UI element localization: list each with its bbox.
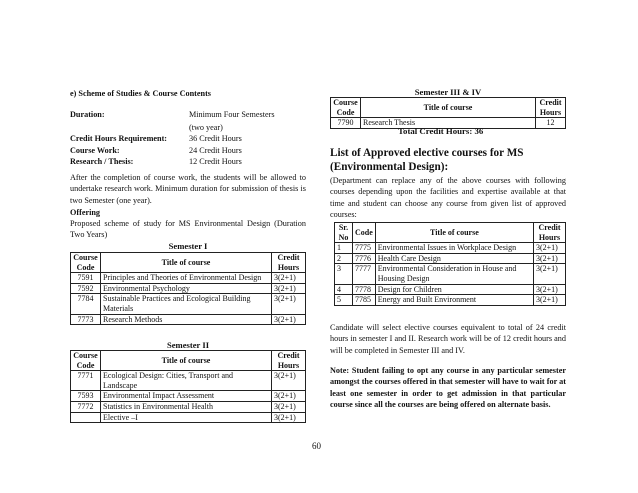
table-row [71, 391, 306, 402]
cell-title: Design for Children [375, 284, 533, 295]
table-row [71, 294, 306, 314]
cell-code: 7772 [71, 401, 101, 412]
table-row [335, 264, 566, 284]
header-code: Course Code [331, 98, 361, 118]
elective-heading: List of Approved elective courses for MS (Environmental Design): [330, 147, 524, 173]
table-header-row [331, 98, 566, 118]
table-row [71, 314, 306, 325]
cell-hours: 3(2+1) [272, 273, 306, 284]
cell-code: 7775 [353, 243, 376, 254]
semester1-title: Semester I [168, 241, 208, 251]
semester34-title: Semester III & IV [414, 87, 482, 97]
cell-title: Environmental Psychology [101, 283, 272, 294]
cell-code [71, 412, 101, 423]
cell-code: 7777 [353, 264, 376, 284]
cell-code: 7785 [353, 295, 376, 306]
cell-title: Energy and Built Environment [375, 295, 533, 306]
cell-title: Environmental Issues in Workplace Design [375, 243, 533, 254]
offering-text: Proposed scheme of study for MS Environmental Design (Duration Two Years) [70, 219, 306, 240]
cell-title: Statistics in Environmental Health [101, 401, 272, 412]
elective-intro-paragraph: (Department can replace any of the above courses with following courses depending upon the facilities and expertise available at that time and student can choose any course from given list of approved courses: [330, 176, 566, 220]
table-row [71, 412, 306, 423]
cell-hours: 3(2+1) [534, 295, 566, 306]
cell-title: Research Thesis [361, 118, 536, 129]
info-coursework-value: 24 Credit Hours [189, 146, 242, 155]
cell-code: 7778 [353, 284, 376, 295]
header-code: Course Code [71, 351, 101, 371]
total-credit-hours: Total Credit Hours: 36 [398, 126, 484, 136]
header-title: Title of course [361, 98, 536, 118]
header-sr: Sr. No [335, 223, 353, 243]
offering-title: Offering [70, 208, 101, 217]
cell-hours: 3(2+1) [272, 314, 306, 325]
header-title: Title of course [101, 253, 272, 273]
table-row [71, 283, 306, 294]
cell-sr: 3 [335, 264, 353, 284]
cell-hours: 3(2+1) [534, 264, 566, 284]
table-row [71, 371, 306, 391]
page-number: 60 [312, 441, 321, 451]
header-hours: Credit Hours [272, 253, 306, 273]
cell-hours: 3(2+1) [272, 391, 306, 402]
header-hours: Credit Hours [534, 223, 566, 243]
table-header-row [71, 253, 306, 273]
cell-title: Sustainable Practices and Ecological Building Materials [101, 294, 272, 314]
cell-hours: 3(2+1) [534, 243, 566, 254]
table-row [71, 273, 306, 284]
cell-code: 7776 [353, 253, 376, 264]
table-header-row [71, 351, 306, 371]
table-row [335, 253, 566, 264]
table-row [71, 401, 306, 412]
cell-hours: 12 [536, 118, 566, 129]
after-completion-paragraph: After the completion of course work, the students will be allowed to undertake research work. Minimum duration for submission of thesis is two Semester (one year). [70, 173, 306, 205]
cell-hours: 3(2+1) [272, 371, 306, 391]
semester34-table [330, 97, 566, 129]
table-row [335, 243, 566, 254]
table-row [335, 295, 566, 306]
electives-table [334, 222, 566, 306]
cell-code: 7771 [71, 371, 101, 391]
cell-sr: 2 [335, 253, 353, 264]
note-paragraph: Note: Student failing to opt any course in any particular semester amongst the courses offered in that semester will have to wait for at least one semester in order to get admission in that particular course since all the courses are being offered on alternate basis. [330, 366, 566, 410]
info-coursework-label: Course Work: [70, 146, 120, 155]
semester1-table [70, 252, 306, 325]
cell-code: 7784 [71, 294, 101, 314]
header-code: Course Code [71, 253, 101, 273]
info-credit-value: 36 Credit Hours [189, 134, 242, 143]
header-title: Title of course [101, 351, 272, 371]
cell-hours: 3(2+1) [272, 283, 306, 294]
info-credit-label: Credit Hours Requirement: [70, 134, 168, 143]
cell-title: Environmental Impact Assessment [101, 391, 272, 402]
header-code: Code [353, 223, 376, 243]
cell-hours: 3(2+1) [534, 284, 566, 295]
semester2-table [70, 350, 306, 423]
info-research-value: 12 Credit Hours [189, 157, 242, 166]
cell-code: 7773 [71, 314, 101, 325]
info-duration-value: Minimum Four Semesters [189, 110, 275, 119]
cell-code: 7591 [71, 273, 101, 284]
info-duration-label: Duration: [70, 110, 105, 119]
info-research-label: Research / Thesis: [70, 157, 134, 166]
candidate-paragraph: Candidate will select elective courses equivalent to total of 24 credit hours in semester I and II. Research work will be of 12 credit hours and will be completed in Semester III and IV. [330, 323, 566, 355]
cell-title: Elective –I [101, 412, 272, 423]
cell-title: Health Care Design [375, 253, 533, 264]
cell-code: 7593 [71, 391, 101, 402]
cell-title: Environmental Consideration in House and Housing Design [375, 264, 533, 284]
info-duration-value-2: (two year) [189, 123, 223, 132]
cell-code: 7790 [331, 118, 361, 129]
cell-hours: 3(2+1) [272, 412, 306, 423]
cell-hours: 3(2+1) [534, 253, 566, 264]
table-header-row [335, 223, 566, 243]
section-heading: e) Scheme of Studies & Course Contents [70, 89, 211, 98]
semester2-title: Semester II [166, 340, 210, 350]
cell-sr: 5 [335, 295, 353, 306]
cell-code: 7592 [71, 283, 101, 294]
cell-title: Research Methods [101, 314, 272, 325]
table-row [335, 284, 566, 295]
header-hours: Credit Hours [536, 98, 566, 118]
cell-sr: 1 [335, 243, 353, 254]
cell-sr: 4 [335, 284, 353, 295]
cell-title: Ecological Design: Cities, Transport and Landscape [101, 371, 272, 391]
header-hours: Credit Hours [272, 351, 306, 371]
cell-title: Principles and Theories of Environmental Design [101, 273, 272, 284]
cell-hours: 3(2+1) [272, 294, 306, 314]
header-title: Title of course [375, 223, 533, 243]
cell-hours: 3(2+1) [272, 401, 306, 412]
